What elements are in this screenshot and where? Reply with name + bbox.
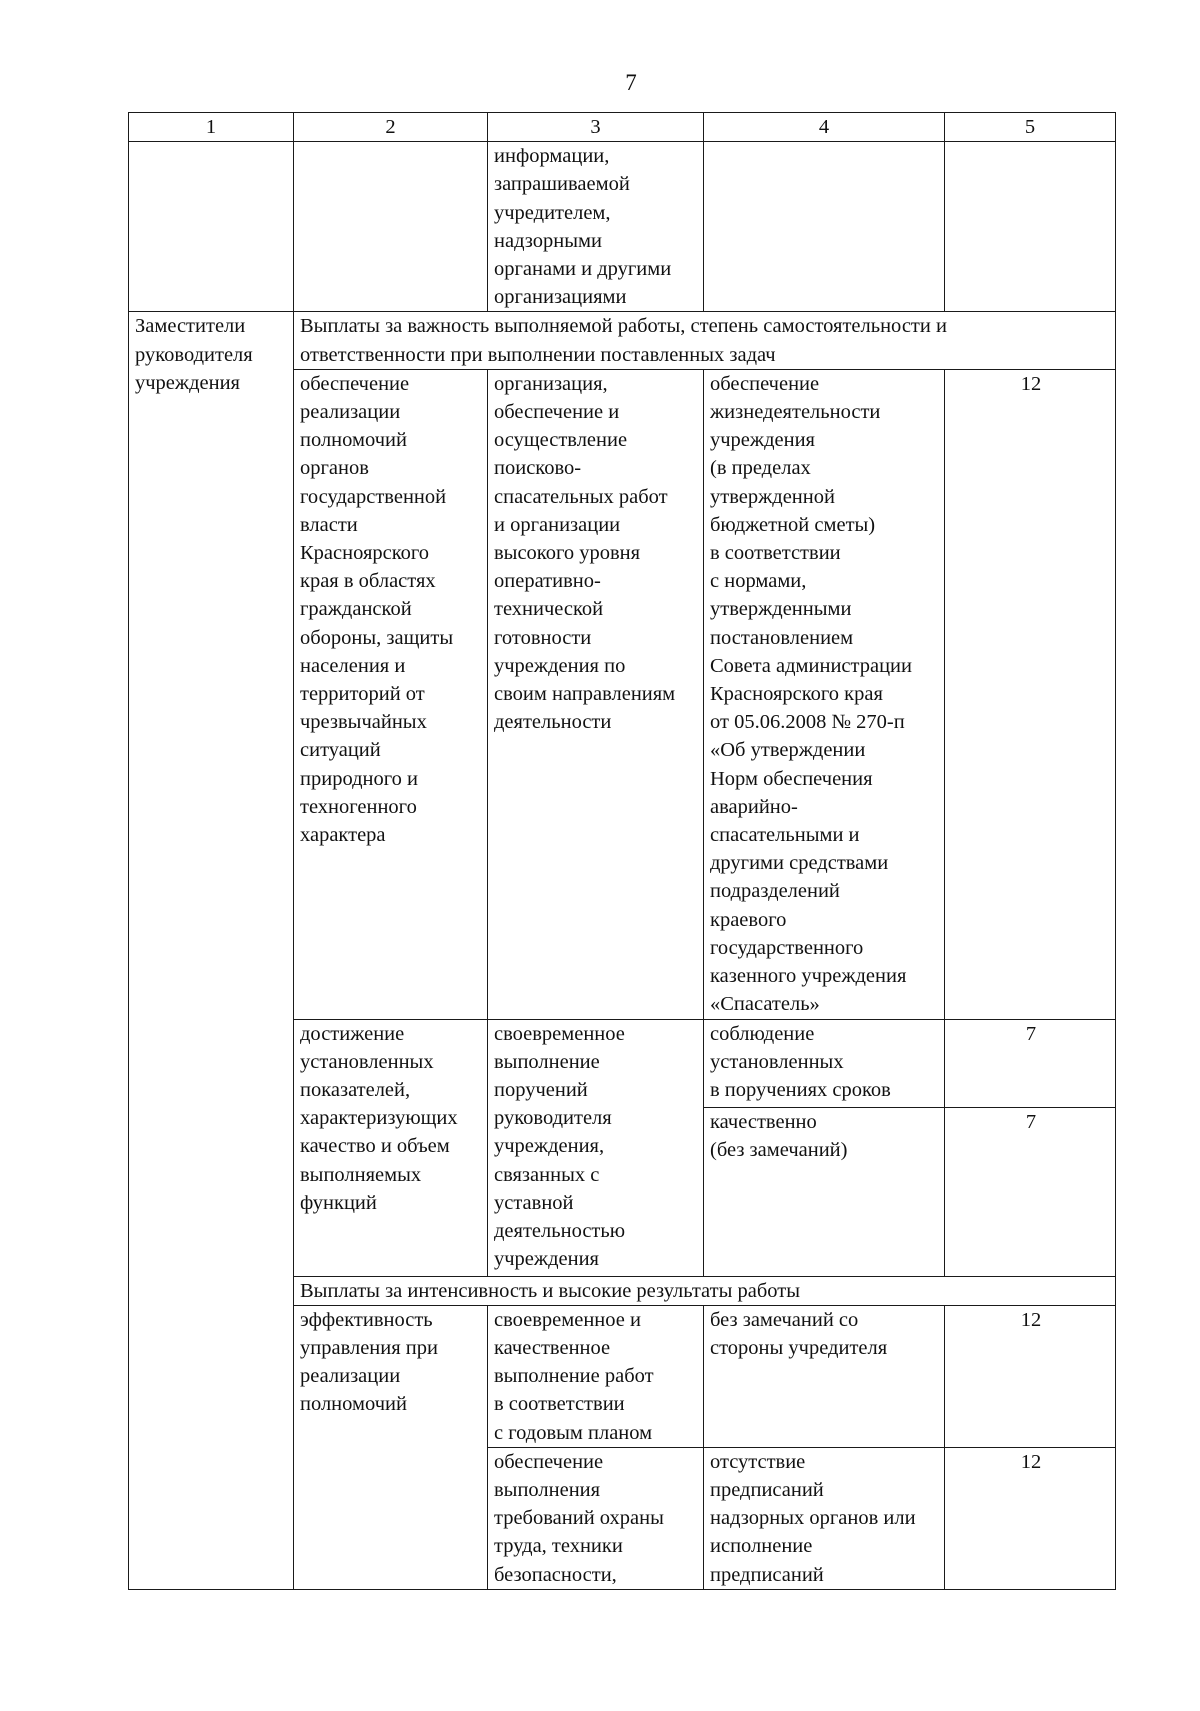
indicator-cell: без замечаний со стороны учредителя: [704, 1305, 945, 1447]
points-cell: 7: [945, 1019, 1116, 1107]
indicator-cell: качественно (без замечаний): [704, 1107, 945, 1276]
continued-col-4: [704, 142, 945, 312]
continued-col-1: [129, 142, 294, 312]
header-col-5: 5: [945, 113, 1116, 142]
condition-cell: своевременное и качественное выполнение работ в соответствии с годовым планом: [488, 1305, 704, 1447]
condition-cell: организация, обеспечение и осуществление поисково- спасательных работ и организации высокого уровня оперативно- технической готовности учреждения по своим направлениям деятельности: [488, 369, 704, 1019]
criterion-cell: эффективность управления при реализации полномочий: [294, 1305, 488, 1589]
condition-cell: своевременное выполнение поручений руководителя учреждения, связанных с уставной деятельностью учреждения: [488, 1019, 704, 1276]
criterion-cell: достижение установленных показателей, характеризующих качество и объем выполняемых функций: [294, 1019, 488, 1276]
points-cell: 12: [945, 369, 1116, 1019]
criteria-table: [128, 112, 1116, 1590]
points-cell: 7: [945, 1107, 1116, 1276]
continued-condition: информации, запрашиваемой учредителем, надзорными органами и другими организациями: [488, 142, 704, 312]
section1-title: Выплаты за важность выполняемой работы, степень самостоятельности и ответственности при выполнении поставленных задач: [294, 312, 1116, 369]
continued-row: [129, 142, 1116, 312]
continued-col-2: [294, 142, 488, 312]
header-col-4: 4: [704, 113, 945, 142]
page-number: 7: [625, 70, 637, 95]
condition-cell: обеспечение выполнения требований охраны труда, техники безопасности,: [488, 1447, 704, 1589]
continued-col-5: [945, 142, 1116, 312]
points-cell: 12: [945, 1447, 1116, 1589]
header-col-2: 2: [294, 113, 488, 142]
header-col-3: 3: [488, 113, 704, 142]
section1-title-row: [129, 312, 1116, 369]
position-cell: Заместители руководителя учреждения: [129, 312, 294, 1589]
indicator-cell: отсутствие предписаний надзорных органов или исполнение предписаний: [704, 1447, 945, 1589]
section2-title: Выплаты за интенсивность и высокие результаты работы: [294, 1276, 1116, 1305]
header-row: [129, 113, 1116, 142]
header-col-1: 1: [129, 113, 294, 142]
indicator-cell: обеспечение жизнедеятельности учреждения (в пределах утвержденной бюджетной сметы) в соответствии с нормами, утвержденными постановлением Совета администрации Красноярского края от 05.06.2008 № 270-п «Об утверждении Норм обеспечения аварийно- спасательными и другими средствами подразделений краевого государственного казенного учреждения «Спасатель»: [704, 369, 945, 1019]
points-cell: 12: [945, 1305, 1116, 1447]
criterion-cell: обеспечение реализации полномочий органов государственной власти Красноярского края в областях гражданской обороны, защиты населения и территорий от чрезвычайных ситуаций природного и техногенного характера: [294, 369, 488, 1019]
indicator-cell: соблюдение установленных в поручениях сроков: [704, 1019, 945, 1107]
